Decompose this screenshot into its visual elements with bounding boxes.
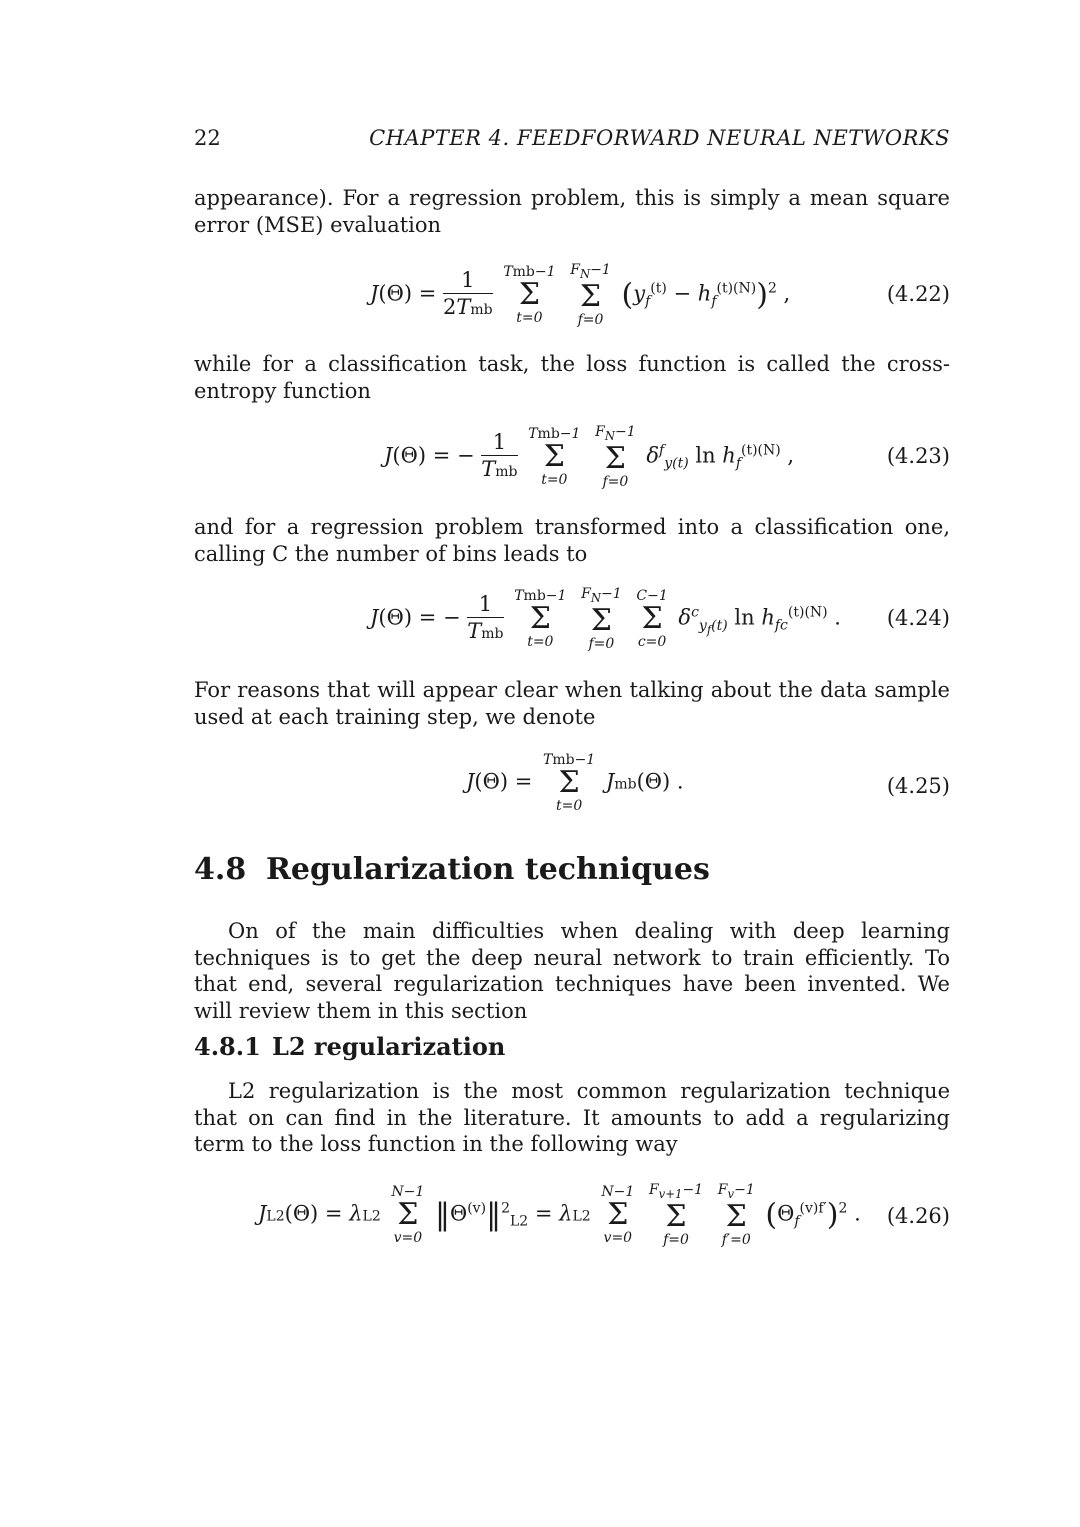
equation-4-24-formula: J(Θ) = − $\frac{1}{\text{Tmb}}$ Tmb−1 Σ t=0 $F_N-1$ Σ f=0 C−1 Σ c=0 $\delta^c_{y_f(t)}$ $\ln h_{fc}^{(t)(N)}$ . (370, 586, 841, 652)
equation-number: (4.24) (886, 606, 950, 630)
equation-4-25 (194, 752, 950, 816)
equation-number: (4.26) (886, 1204, 950, 1228)
equation-number: (4.22) (886, 282, 950, 306)
equation-number: (4.25) (886, 774, 950, 798)
equation-4-26 (194, 1182, 950, 1248)
equation-4-24 (194, 586, 950, 650)
paragraph-mse-intro: appearance). For a regression problem, this is simply a mean square error (MSE) evaluation (194, 186, 950, 237)
equation-number: (4.23) (886, 444, 950, 468)
subsection-title: L2 regularization (272, 1032, 506, 1061)
chapter-title: CHAPTER 4. FEEDFORWARD NEURAL NETWORKS (369, 126, 950, 150)
subsection-heading (194, 1032, 505, 1061)
equation-4-22-formula: J(Θ) = $\frac{1}{\text{2Tmb}}$ Tmb−1 Σ t=0 $F_N-1$ Σ f=0 $(y_f^{(t)} - h_f^{(t)(N)})^2$ , (370, 262, 791, 328)
paragraph-cross-entropy-intro: while for a classification task, the loss function is called the cross-entropy function (194, 352, 950, 403)
section-heading (194, 852, 710, 887)
section-title: Regularization techniques (266, 852, 710, 887)
equation-4-22 (194, 262, 950, 326)
running-head (194, 126, 950, 156)
equation-4-23-formula: J(Θ) = − $\frac{1}{\text{Tmb}}$ Tmb−1 Σ t=0 $F_N-1$ Σ f=0 $\delta^f_{y(t)}$ $\ln h_f^{(t)(N)}$ , (384, 424, 795, 490)
equation-4-26-formula: JL2(Θ) = λL2 N−1 Σ v=0 $‖\Theta^{(v)}‖^2_{L2} = \lambda L2$ N−1 Σ v=0 $F_{v+1}-1$ Σ f=0 $F_v-1$ Σ f′=0 $(\Theta_f^{(v)f'})^2$ . (258, 1182, 861, 1248)
paragraph-binned-regression-intro: and for a regression problem transformed into a classification one, calling C the number of bins leads to (194, 515, 950, 566)
page-number: 22 (194, 126, 221, 150)
paragraph-regularization-intro: On of the main difficulties when dealing with deep learning techniques is to get the deep neural network to train efficiently. To that end, several regularization techniques have been invented. We will review them in this section (194, 919, 950, 1023)
subsection-number: 4.8.1 (194, 1032, 261, 1061)
equation-4-23 (194, 424, 950, 488)
equation-4-25-formula: J(Θ) = Tmb−1 Σ t=0 Jmb(Θ) . (466, 752, 684, 814)
paragraph-l2-intro: L2 regularization is the most common regularization technique that on can find in the literature. It amounts to add a regularizing term to the loss function in the following way (194, 1079, 950, 1156)
section-number: 4.8 (194, 852, 247, 887)
paragraph-denote-intro: For reasons that will appear clear when talking about the data sample used at each training step, we denote (194, 678, 950, 729)
